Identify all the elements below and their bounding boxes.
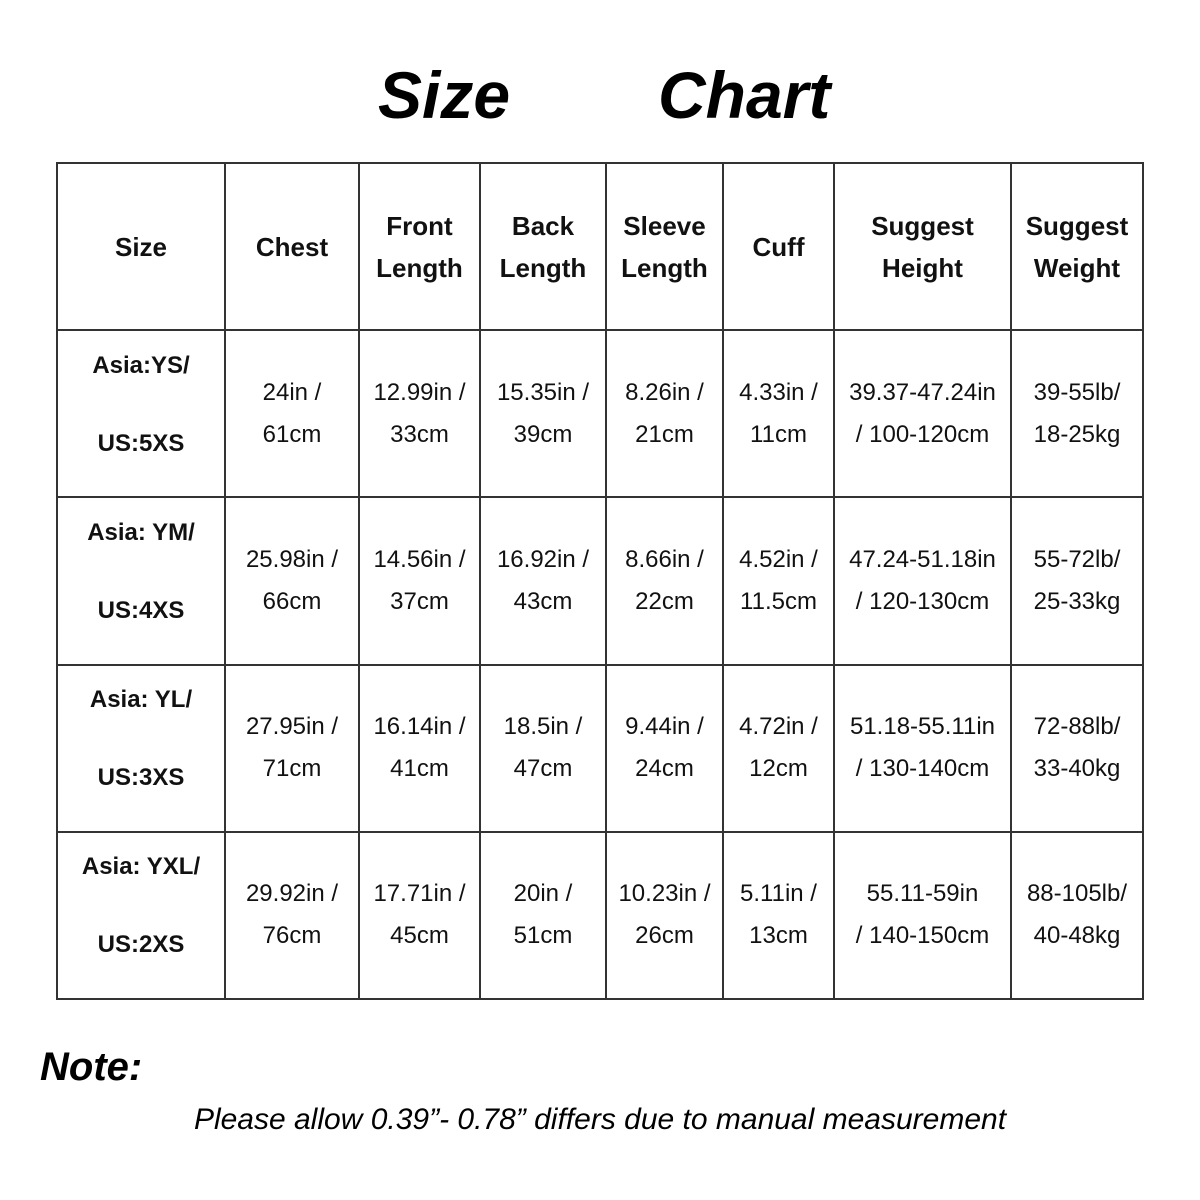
size-chart-table xyxy=(56,162,1144,1000)
chest-cell: 27.95in / 71cm xyxy=(225,665,359,832)
size-cell: Asia: YL/ US:3XS xyxy=(57,665,225,832)
cuff-cell: 4.72in / 12cm xyxy=(723,665,834,832)
front-length-cell: 17.71in / 45cm xyxy=(359,832,480,999)
size-cell: Asia:YS/ US:5XS xyxy=(57,330,225,497)
sleeve-length-cell: 10.23in / 26cm xyxy=(606,832,723,999)
sleeve-length-cell: 9.44in / 24cm xyxy=(606,665,723,832)
chest-cell: 25.98in / 66cm xyxy=(225,497,359,664)
cuff-cell: 4.52in / 11.5cm xyxy=(723,497,834,664)
size-cell: Asia: YM/ US:4XS xyxy=(57,497,225,664)
header-cuff: Cuff xyxy=(723,163,834,330)
front-length-cell: 14.56in / 37cm xyxy=(359,497,480,664)
header-suggest-weight: Suggest Weight xyxy=(1011,163,1143,330)
sleeve-length-cell: 8.66in / 22cm xyxy=(606,497,723,664)
header-size: Size xyxy=(57,163,225,330)
table-row xyxy=(57,497,1143,664)
back-length-cell: 16.92in / 43cm xyxy=(480,497,606,664)
size-cell: Asia: YXL/ US:2XS xyxy=(57,832,225,999)
cuff-cell: 5.11in / 13cm xyxy=(723,832,834,999)
back-length-cell: 20in / 51cm xyxy=(480,832,606,999)
height-cell: 55.11-59in / 140-150cm xyxy=(834,832,1011,999)
front-length-cell: 16.14in / 41cm xyxy=(359,665,480,832)
height-cell: 51.18-55.11in / 130-140cm xyxy=(834,665,1011,832)
table-row xyxy=(57,832,1143,999)
height-cell: 39.37-47.24in / 100-120cm xyxy=(834,330,1011,497)
back-length-cell: 18.5in / 47cm xyxy=(480,665,606,832)
note-label: Note: xyxy=(40,1045,143,1089)
weight-cell: 39-55lb/ 18-25kg xyxy=(1011,330,1143,497)
weight-cell: 72-88lb/ 33-40kg xyxy=(1011,665,1143,832)
cuff-cell: 4.33in / 11cm xyxy=(723,330,834,497)
back-length-cell: 15.35in / 39cm xyxy=(480,330,606,497)
weight-cell: 88-105lb/ 40-48kg xyxy=(1011,832,1143,999)
table-row xyxy=(57,330,1143,497)
table-row xyxy=(57,665,1143,832)
header-front-length: Front Length xyxy=(359,163,480,330)
title-word-chart: Chart xyxy=(658,58,831,132)
header-row xyxy=(57,163,1143,330)
chart-title xyxy=(0,55,1200,135)
header-back-length: Back Length xyxy=(480,163,606,330)
height-cell: 47.24-51.18in / 120-130cm xyxy=(834,497,1011,664)
header-suggest-height: Suggest Height xyxy=(834,163,1011,330)
header-chest: Chest xyxy=(225,163,359,330)
chest-cell: 29.92in / 76cm xyxy=(225,832,359,999)
sleeve-length-cell: 8.26in / 21cm xyxy=(606,330,723,497)
header-sleeve-length: Sleeve Length xyxy=(606,163,723,330)
title-word-size: Size xyxy=(378,58,511,132)
chest-cell: 24in / 61cm xyxy=(225,330,359,497)
note-text: Please allow 0.39”- 0.78” differs due to manual measurement xyxy=(193,1103,1007,1136)
front-length-cell: 12.99in / 33cm xyxy=(359,330,480,497)
weight-cell: 55-72lb/ 25-33kg xyxy=(1011,497,1143,664)
